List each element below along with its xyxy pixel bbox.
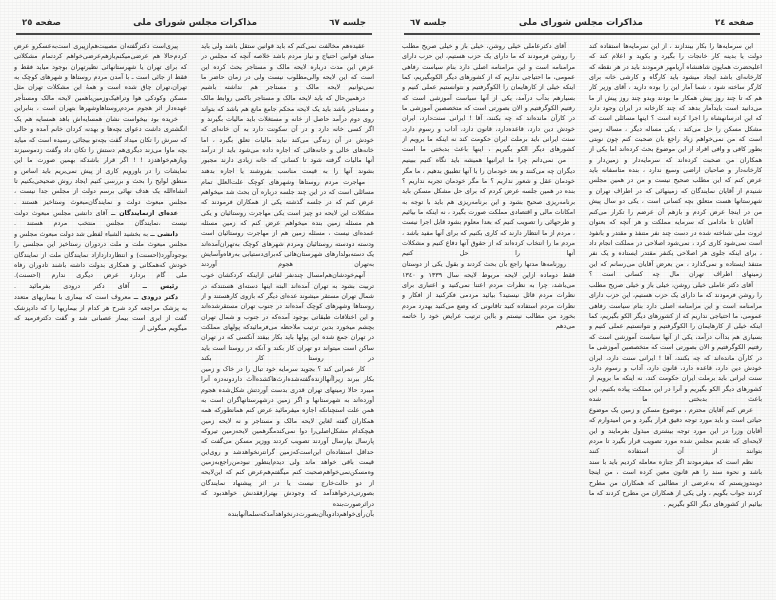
paragraph: کار عمرانی کند ؟ بجوید سرمایه خود تبال را در خاک و زمین بکار ببرند زیراآنهاازنده‌گفته‌شده‌ارث‌هاکشده‌اآث داردونه‌دزه آنرا میبرد حالا زمینهای تهران قدری بدست آوردتش شکل‌شده هجوم آورده‌اند به شهرستانها و اگر زمین درشهرستانهاگران است به همن علت استچنانکه اجازه میفرمائید عرض کنم همانطورکه همه همکاران گفته لغاین لایحه مالک و مستاجر و نه لایحه زمین هیچکدام مشکل‌اصلی‌را دوا نمی‌کندمگرهمین لایحه‌زمین تیروکه پارسال بپارسال آوردند تصویب کردند ووزیر مسکن می‌گفت که حداقل استفاده‌ان این‌است‌که‌زمین گرانترنخواهدشد و روی‌این قیمت باقی خواهد ماند ولی دیدم‌اینطور نبودمن‌راجع‌به‌زمین وه‌مسکن‌نمی‌خواهم‌صحبت کنم میگفتم‌هم‌عرض کنم که این‌لایحه از دو حالت‌خارج نیست یا در اثر پیشنهاد نمایندگان بصورتی‌درخواهدآمد که وجودش بهترازفقدنش خواهدبود که دراثر‌صورت‌بنده بآن‌رأی‌خواهم‌دادویاآن‌بصورت‌درنخواهدآمدکه‌سلماآنها‌بنده [201,365,374,518]
column-left-of-left-page [14,41,187,575]
page-right [388,0,776,600]
header-rule-right [404,33,760,35]
paragraph: آنهم‌خودشان‌هم‌امسال چندنفر لفاتی ازاینکه کردکشان خوب تربیت بشود به تهران آمده‌اند البته اینها دسته‌ای هستندکه در شمال تهران مستقر میشوند عده‌ای دیگر که بازوی کارهستند و از روستاها وشهرهای کوچک آمده‌اند در جنوب تهران مستقرشده‌اند و این اختلافات طبقاتی بوجود آمده‌که در جنوب و شمال تهران بچشم میخورد بدین ترتیب ملاحظه می‌فرمائیدکه پولهای مملکت در تهران جمع شده این پولها باید بکار بیفتد آنکسی که در تهران ساکن است میتواند دو تهران کار بکند و آنکه در روستا است باید در روستا کار بکند [201,271,374,363]
header-rule-left [16,33,372,35]
paragraph: آقایان تا مادامی که سرمایه مملکت و هر آنچه که بعنوان ثروت ملی شناخته شده در دست چند نفر متنفذ و مقتدر و بانفوذ است نمی‌شود کاری کرد ، نمی‌شود اصلاحی در مملکت انجام داد ، برای اینکه جلوی هر اصلاحی یکنفر مقتدر ایستاده و یک نفر متنفذ ایستاده و نمی‌گذارد ، من بعرض آقایان می‌رسانم که این زمینهای اطراف تهران مال چه کسانی است ؟ [589,218,762,279]
speaker-name: دانشی ــ [150,229,178,238]
paragraph: خریده بود بیخواست نشان همسایه‌اش با‌هد همسایه هم یک انگشتری داشت دعوای بچه‌ها و بهدنه کردان خانم آمده و حالی که سرش را تکان میداد گفت بچه‌تو بیجائی رسیده است که میاید بچه ماوا می‌زند دیگری‌هم دستش را تکان داد وگفت زدموسیزند ویازهم‌خواهدزد ! ! اگر قرار باشدکه بهمین صورت ما این نمایشات را در باورویم کاری از پیش نمی‌بریم باید اساس و منطق لوایح را بحث و بررسی کنیم ایجاد روش صحیحی‌بکنیم تا انشاءالله یک هدف نهائی برسم دولت از مجلس جدا نیست ، مجلس مبعوث دولت و نمایندگان‌مبعوث وستاخیز هستند . [14,115,187,206]
paragraph: درهمین‌حال که باید لایحه مالک و مستاجر باکمی روابط مالک و مستاجر باشد باید یک لایحه محکم جامع مانع هم باشد که بتواند روی دوم درآمد حاصل از خانه و مستغلات باید مالیات بگیرند و اگر کسی خانه دارد و در آن سکونت دارد به آن خانه‌ای که خودش در آن زندگی می‌کند نباید مالیات تعلق بگیرد ، اما خانه‌های خالی و خانه‌هائی که اجاره داده می‌شود باید از درآمد آنها مالیات گرفته شود تا کسانی که خانه زیادی دارند مجبور بشوند آنها را به قیمت مناسب بفروشند یا اجاره بدهند [201,94,374,175]
speech-text: آقای دانشی مجلس مبعوث دولت نیست ،نمایندگان مجلس منتخب مردم هستند . [14,208,187,228]
running-header-right-page [402,18,762,31]
columns-right-page [402,41,762,575]
session-number-right: جلسه ٦٧ [410,18,447,28]
speech-text: به بخشید الشباء لفظی شد دولت مبعوث مجلس و مجلس مبعوث ملت و ملت دردوران رستاخیز این مجلسی را بوجودآورد(احسنت) و انتظارداردازاد نمایندگان ملت از نمایندگان خودش که‌همکانی و همکاری بدولت داشته باشند تادوران رفاه ملی گام بردارد عرض دیگری ندارم (احسنت). [14,229,187,280]
paragraph: آقای دکتر عاملی خیلی روشن، خیلی باز و خیلی صریح مطلب را روشن فرمودند که ما دارای یک حزب هستیم، این حزب دارای مرامنامه است و این مرامنامه اصلی دارد بنام سیاست رفاهی عمومی، ما احتیاجی نداریم که از کشورهای دیگر الکو بگیریم، کما اینکه خیلی از کارهایمان را الکوگرفتیم و نتوانستیم عملی کنیم و بسیاری هم بداآب درآمد، یکی از آنها سیاست آموزشی است که رفتیم الکوگرفتیم و الان بصورتی است که متخصصین آموزشی ما در کارآن مانده‌اند که چه بکنند، آقا ! ایرانی سنت دارد، ایران خودش دین دارد، قاعده دارد، قانون دارد، آداب و رسوم دارد، سنت ایرانی باید برملت ایران حکومت کند، نه اینکه ما برویم از کشورهای دیگر الکو بگیریم و آنرا در این مملکت پیاده بکنیم، این باعث بدبختی ما شده [589,281,762,403]
running-header-left-page [14,18,374,31]
paragraph: من نمی‌دانم چرا ما ایرانیها همیشه باید نگاه کنیم ببینیم دیگران چه می‌کنند و بعد خودمان را با آنها تطبیق بدهیم ، ما مگر خودمان عقل و شعور نداریم ؟ ما مگر خودمان تجربه نداریم ؟ بنده در همین جلسه عرض کردم که برای حل مشکل مسکن باید برنامه‌ریزی صحیح بشود و این برنامه‌ریزی هم باید با توجه به امکانات مالی و اقتصادی مملکت صورت بگیرد ، نه اینکه ما بیائیم و طرحهائی را تصویب کنیم که بعدا معلوم بشود قابل اجرا نیست ، مردم از ما انتظار دارند که کاری بکنیم که برای آنها مفید باشد ، مردم ما را انتخاب کرده‌اند که از حقوق آنها دفاع کنیم و مشکلات آنها را حل کنیم [402,156,575,258]
speaker-name: دکتر درودی ــ [133,293,178,302]
publication-title-right: مذاکرات مجلس شورای ملی [518,18,643,28]
page-number-right: صفحه ٢٤ [715,18,754,28]
speech-paragraph [14,281,187,291]
session-number-left: جلسه ٦٧ [329,18,366,28]
paragraph: عقیده‌هم مخالفت نمی‌کنم که باید قوانین ستقل باشد ولی باید مبنای قوانین احتیاج و نیاز مردم باشد خلاصه آنچه که مجلس در عرض این مدت درباره لایحه مالک و مستاجر بحث کرده این است که این لایحه والی‌مطلوب نیست ولی در زمان حاضر ما نمی‌توانیم لایحه مالک و مستاجر هم نداشته باشیم [201,42,374,92]
speaker-name: رئیس ــ [142,282,178,291]
paragraph: این سرمایه‌ها را بکار بیندازند ، از این سرمایه‌ها استفاده کند دولت یا بدینه کار خانجات را بگیرد و بکوید و اعلام کند که اعلیحضرت همایون شاهنشاه آریامهر فرمودند باید در هر نقطه که کارخانه‌ای باشد ایجاد میشود باید کارگاه و کارشی خانه برای کارگر ساخته شود ، شما آمار این را بوده دارید ، آقای وزیر کار هم که تا چند روز پیش همکار ما بودند ویدو چند روز پیش از ما می‌دانید است بایدآمار بدهد که چند کارخانه در ایران وجود دارد که این ادرسانهشاه را اجرا کرده است ؟ اینها مسائلی است که مشکل مسکن را حل می‌کند ، یکی مساله دیگر ، مساله زمین است که من نمی‌خواهم زیاد راجع بان صحبت کنم چون نوبتی بطور کافی و وافی افراد از این موضوع بحث کرده‌اند اما یکی از همکاران من صحبت کرده‌اند که سرمایه‌دار و زمین‌دار و کارخانه‌دار و صاحبان اراضی وسیع ندارد ، بنده متاسفانه باید عرض کنم که این مطلب صحیح نیست و من در همین مجلس شنیدم از آقایان نمایندگان که زمینهائی که در اطراف تهران و شهرستانها هست متعلق بچه کسانی است ، یکی دو سال پیش من در اینجا عرض کردم و بازهم آن عرضم را تکرار می‌کنم [589,42,762,216]
column-right-of-right-page [589,41,762,575]
paragraph: عرض کنم آقایان محترم ، موضوع مسکن و زمین یک موضوع حیاتی است و باید مورد توجه دقیق قرار بگیرد و من امیدوارم که آقایان وزرا در این مورد توجه بیشتری مبذول بفرمایند و این لایحه‌ای که تقدیم مجلس شده مورد تصویب قرار بگیرد تا مردم بتوانند از آن استفاده کنند [589,405,762,456]
speech-paragraph [14,292,187,333]
paragraph: آقای دکترعاملی خیلی روشن، خیلی باز و خیلی صریح مطلب را روشن فرمودند که ما دارای یک حزب هستیم، این حزب دارای مرامنامه است و این مرامنامه اصلی دارد بنام سیاست رفاهی عمومی، ما احتیاجی نداریم که از کشورهای دیگر الکوبگیریم، کما اینکه خیلی از کارهایمان را الکوگرفتیم و نتوانستیم عملی کنیم و بسیارهم بدآب درآمد، یکی از آنها سیاست آموزشی است که رفتیم الکوگرفتیم و الان بصورتی است که متخصصین آموزشی ما در کارآن مانده‌اند که چه بکنند، آقا ! ایرانی سنت‌دارد، ایران خودش دین دارد، قاعده‌دارد، قانون دارد، آداب و رسوم دارد، سنت ایرانی باید برملت ایران حکومت کند نه اینکه ما برویم از کشورهای دیگر الکو بگیریم ، اینها باعث بدبختی ما است [402,42,575,154]
paragraph: پیری‌است دکترگفته‌ان مصیبت‌هم‌ازپیری است‌به‌عسکرو عرض کردم‌حالا هم عرضی‌میکنم‌بازهم‌عرضی‌خواهم کردتمام مشکلاتی که برای تهران یا شهرستانهائی نظیرتهران بوجود میاید فقط و فقط از جائی است ـ با آمدن مردم روستاها و شهرهای کوچک به تهران،تهران چاق شده است و همهٔ این مشکلات تهران مثل مسکن وکودکی هوا وترافیک‌وزمین‌باهمین لایحه مالک ومستأجر عهده‌دار اثر هجوم مردم‌روستا‌ها‌وشهرها بتهران است ، بنابراین [14,42,187,113]
column-right-of-left-page [201,41,374,575]
paragraph: نظم است که میفرمودند اگر جنازه معامله کردیم باید با سند باشد و نحوه سند را هم قانون معین کرده است ، من اینجا دوبندوزیستم که به‌عرضی از مطالبی که همکاران من مطرح کردند جواب بگویم ، ولی یکی از همکاران من مطرح کردند که ما بیائیم از کشورهای دیگر الکو بگیریم . [589,458,762,508]
paragraph: روزنامه‌ها مدتها راجع بآن بحث کردند و بقول یکی از دوستان فقط دوماده ازاین لایحه مربوط لایحه سال ١٣٣٩ و ١٣٤٠ می‌باشد، چرا به نظرات مردم اعتنا نمی‌کنید و اعتباری برای نظرات مردم قائل نیستید؟ بیائید مردمی فکرکنید از افکار و نظرات مردم استفاده کنید تاقانونی که وضع می‌کنید بهدرد مردم بخورد من مطالب نیستم و بااین ترتیب عرایض خود را خاتمه می‌دهم [402,260,575,331]
speech-text: معروف است که بیماری با بیماریهای متعدد به پزشک مراجعه کرد شرح هر کدام از بیماریها را که دادپزشک گفت از ایری است بیمار عصبانی شد و گفت دکترفرمید که میگویم میگوئی از [14,293,187,333]
speaker-name: عده‌ای ازنمایندگان ــ [110,208,178,217]
speech-paragraph [14,208,187,229]
column-left-of-right-page [402,41,575,575]
columns-left-page [14,41,374,575]
speech-paragraph [14,229,187,281]
paragraph: مهاجرت مردم روستاها وشهرهای کوچک علت‌العلل تمام مسائلی است که در این چند جلسه درباره آن بحث شد میخواهم عرض کنم که در جلسه گذشته یکی از همکاران فرمودند که مشکلات این لایحه دو چیز است یکی مهاجرت روستائیان و یکی هم مسئله زمین بنده میخواهم عرض کنم که زمین مسئله عمده‌ای نیست ، مسئله زمین هم از مهاجرت روستائیان است ودسته دودسته روستائیان ومردم شهرهای کوچک به‌تهران‌آمده‌اند یک دسته‌بولدارهای شهرستان‌هائی که‌برای‌دستیابی به‌رفاه‌وآسایش به‌تهران هجوم آوردند [201,177,374,269]
speech-text: آقای دکتر درودی بفرمائید . [14,282,143,291]
page-number-left: صفحه ٢٥ [22,18,61,28]
publication-title-left: مذاکرات مجلس شورای ملی [133,18,258,28]
